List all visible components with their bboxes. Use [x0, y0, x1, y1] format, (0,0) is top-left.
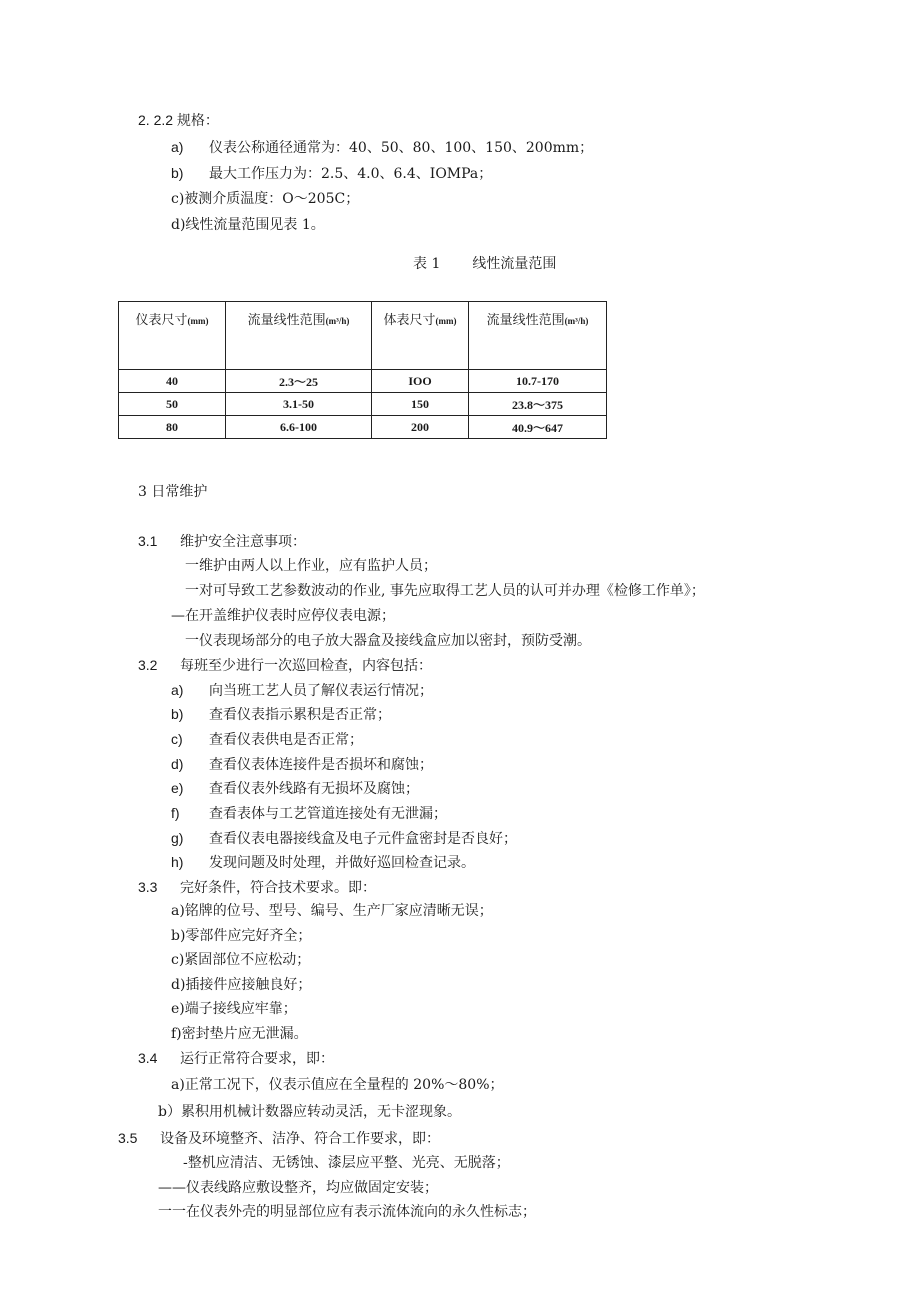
- section-3-2-item: [171, 778, 419, 799]
- header-instrument-size: [119, 302, 226, 370]
- section-3-3-item: f)密封垫片应无泄漏。: [171, 1026, 308, 1042]
- table-row: [119, 370, 607, 393]
- section-3-3-item: b)零部件应完好齐全；: [171, 928, 312, 944]
- table-cell: 150: [372, 393, 469, 416]
- section-3-5-item: ——仪表线路应敷设整齐，均应做固定安装；: [158, 1180, 438, 1196]
- table-caption-title: 线性流量范围: [472, 256, 557, 272]
- section-3-3-item: d)插接件应接触良好；: [171, 977, 312, 993]
- section-3-4-number: 3.4: [138, 1050, 158, 1066]
- section-3-2-heading: [138, 655, 432, 676]
- header-body-size-unit: (mm): [435, 316, 457, 326]
- header-body-size: [372, 302, 469, 370]
- list-text: 查看仪表外线路有无损坏及腐蚀；: [209, 781, 419, 797]
- spec-item-c: c)被测介质温度：O～205C；: [171, 191, 360, 207]
- section-3-2-item: [171, 754, 433, 775]
- header-instrument-size-text: 仪表尺寸: [135, 312, 188, 327]
- section-3-3-number: 3.3: [138, 879, 158, 895]
- list-label: h): [171, 854, 184, 870]
- section-3-3-item: a)铭牌的位号、型号、编号、生产厂家应清晰无误；: [171, 903, 493, 919]
- list-label: e): [171, 780, 184, 796]
- section-3-4-title: 运行正常符合要求，即：: [180, 1051, 334, 1067]
- list-text: 查看仪表供电是否正常；: [209, 732, 363, 748]
- header-flow-range-2-text: 流量线性范围: [486, 312, 565, 327]
- section-3-2-item: [171, 803, 447, 824]
- table-cell: 6.6-100: [226, 416, 372, 439]
- section-3-5-heading: [118, 1128, 440, 1149]
- section-3-3-heading: [138, 877, 376, 898]
- section-3-1-item: 一仪表现场部分的电子放大器盒及接线盒应加以密封，预防受潮。: [185, 633, 591, 649]
- spec-item-d: d)线性流量范围见表 1。: [171, 217, 325, 233]
- table-cell: 3.1-50: [226, 393, 372, 416]
- section-3-1-item: 一对可导致工艺参数波动的作业, 事先应取得工艺人员的认可并办理《检修工作单》；: [185, 583, 705, 599]
- header-body-size-text: 体表尺寸: [383, 312, 436, 327]
- header-flow-range-unit: (m³/h): [325, 316, 350, 326]
- spec-heading: 2. 2.2 规格：: [138, 112, 219, 128]
- table-cell: IOO: [372, 370, 469, 393]
- table-cell: 40: [119, 370, 226, 393]
- spec-item-b-label: b): [171, 165, 184, 181]
- section-3-2-title: 每班至少进行一次巡回检查，内容包括：: [180, 658, 432, 674]
- table-cell: 40.9～647: [469, 416, 607, 439]
- table-caption: [413, 254, 556, 274]
- table-row: [119, 416, 607, 439]
- section-3-title: 3 日常维护: [138, 484, 208, 500]
- table-cell: 50: [119, 393, 226, 416]
- spec-item-a-text: 仪表公称通径通常为：40、50、80、100、150、200mm；: [209, 140, 594, 156]
- list-label: b): [171, 706, 184, 722]
- section-3-2-item: [171, 704, 391, 725]
- header-instrument-size-unit: (mm): [187, 316, 209, 326]
- section-3-2-item: [171, 828, 517, 849]
- list-text: 查看仪表电器接线盒及电子元件盒密封是否良好；: [209, 831, 517, 847]
- section-3-2-item: [171, 680, 433, 701]
- section-3-5-title: 设备及环境整齐、洁净、符合工作要求，即：: [160, 1131, 440, 1147]
- spec-item-b: [171, 163, 492, 184]
- spec-item-a-label: a): [171, 139, 184, 155]
- section-3-1-heading: [138, 531, 306, 552]
- section-3-1-item: —在开盖维护仪表时应停仪表电源；: [171, 608, 395, 624]
- list-label: c): [171, 731, 183, 747]
- section-3-2-number: 3.2: [138, 657, 158, 673]
- section-3-2-item: [171, 852, 475, 873]
- section-3-5-item: -整机应清洁、无锈蚀、漆层应平整、光亮、无脱落；: [183, 1155, 510, 1171]
- section-3-1-number: 3.1: [138, 533, 158, 549]
- table-header-row: [119, 302, 607, 370]
- section-3-1-item: 一维护由两人以上作业，应有监护人员；: [185, 558, 437, 574]
- section-3-3-title: 完好条件，符合技术要求。即：: [180, 880, 376, 896]
- table-caption-number: 表 1: [413, 256, 441, 272]
- list-text: 发现问题及时处理，并做好巡回检查记录。: [209, 855, 475, 871]
- table-cell: 10.7-170: [469, 370, 607, 393]
- table-cell: 200: [372, 416, 469, 439]
- list-text: 查看仪表指示累积是否正常；: [209, 707, 391, 723]
- list-label: d): [171, 756, 184, 772]
- spec-item-b-text: 最大工作压力为：2.5、4.0、6.4、IOMPa；: [209, 166, 493, 182]
- table-cell: 2.3～25: [226, 370, 372, 393]
- section-3-2-item: [171, 729, 363, 750]
- section-3-4-item: a)正常工况下，仪表示值应在全量程的 20%～80%；: [171, 1077, 504, 1093]
- header-flow-range: [226, 302, 372, 370]
- section-3-3-item: e)端子接线应牢靠；: [171, 1001, 297, 1017]
- list-text: 查看仪表体连接件是否损坏和腐蚀；: [209, 757, 433, 773]
- list-text: 向当班工艺人员了解仪表运行情况；: [209, 683, 433, 699]
- list-text: 查看表体与工艺管道连接处有无泄漏；: [209, 806, 447, 822]
- section-3-4-item: b）累积用机械计数器应转动灵活，无卡涩现象。: [158, 1104, 461, 1120]
- table-cell: 23.8～375: [469, 393, 607, 416]
- list-label: g): [171, 830, 184, 846]
- section-3-5-number: 3.5: [118, 1130, 138, 1146]
- spec-item-a: [171, 137, 593, 158]
- table-row: [119, 393, 607, 416]
- table-cell: 80: [119, 416, 226, 439]
- section-3-3-item: c)紧固部位不应松动；: [171, 952, 311, 968]
- header-flow-range-2-unit: (m³/h): [564, 316, 589, 326]
- section-3-4-heading: [138, 1048, 334, 1069]
- list-label: a): [171, 682, 184, 698]
- section-3-1-title: 维护安全注意事项：: [180, 534, 306, 550]
- header-flow-range-2: [469, 302, 607, 370]
- section-3-5-item: 一一在仪表外壳的明显部位应有表示流体流向的永久性标志；: [158, 1204, 536, 1220]
- flow-range-table: [118, 301, 607, 439]
- list-label: f): [171, 805, 180, 821]
- header-flow-range-text: 流量线性范围: [247, 312, 326, 327]
